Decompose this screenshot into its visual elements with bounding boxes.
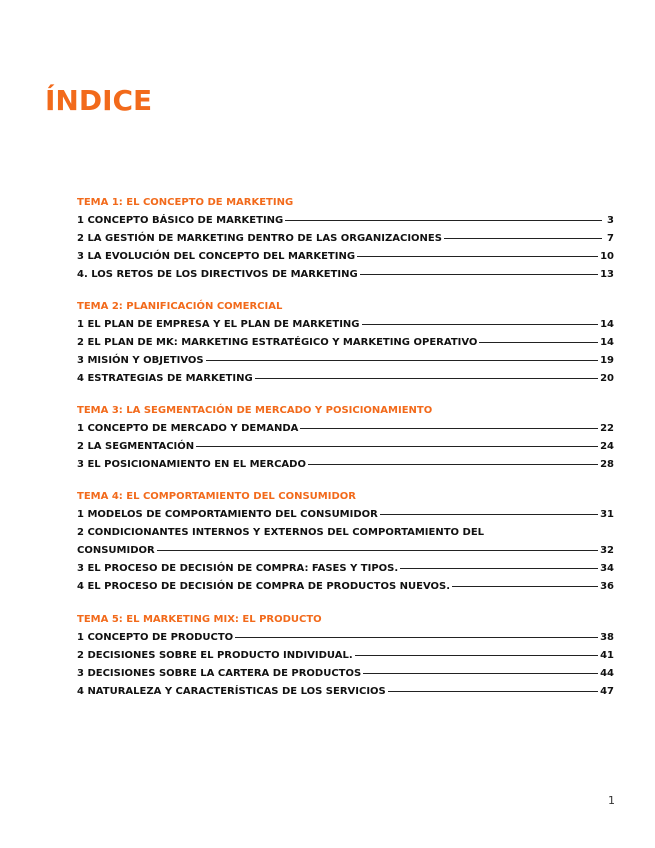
- toc-entry: [77, 212, 614, 230]
- leader-line: [235, 637, 598, 638]
- leader-line: [355, 655, 598, 656]
- toc-entry: [77, 506, 614, 524]
- toc-entry-page: 3: [607, 215, 614, 226]
- page-number: 1: [608, 794, 615, 807]
- toc-entry-text: 4 EL PROCESO DE DECISIÓN DE COMPRA DE PRODUCTOS NUEVOS.: [77, 581, 451, 592]
- toc-entry-text: 3 MISIÓN Y OBJETIVOS: [77, 355, 204, 366]
- toc-entry-page: 31: [600, 509, 614, 520]
- toc-entry-text: 4. LOS RETOS DE LOS DIRECTIVOS DE MARKETING: [77, 269, 358, 280]
- toc-entry: [77, 316, 614, 334]
- toc-entry: [77, 420, 614, 438]
- leader-line: [479, 342, 598, 343]
- toc-entry: [77, 248, 614, 266]
- leader-line: [157, 550, 598, 551]
- leader-line: [357, 256, 598, 257]
- toc-entry: [77, 665, 614, 683]
- section-heading: TEMA 1: EL CONCEPTO DE MARKETING: [77, 197, 294, 208]
- toc-entry: [77, 578, 614, 596]
- toc-entry-text: 4 ESTRATEGIAS DE MARKETING: [77, 373, 253, 384]
- toc-entry-text: 3 LA EVOLUCIÓN DEL CONCEPTO DEL MARKETING: [77, 251, 356, 262]
- toc-entry-page: 22: [600, 423, 614, 434]
- leader-line: [363, 673, 598, 674]
- toc-entry-page: 10: [600, 251, 614, 262]
- toc-entry-text: 4 NATURALEZA Y CARACTERÍSTICAS DE LOS SERVICIOS: [77, 686, 386, 697]
- leader-line: [206, 360, 598, 361]
- toc-entry-text: 1 EL PLAN DE EMPRESA Y EL PLAN DE MARKETING: [77, 319, 360, 330]
- section-heading: TEMA 2: PLANIFICACIÓN COMERCIAL: [77, 301, 283, 312]
- toc-entry: [77, 230, 614, 248]
- leader-line: [255, 378, 598, 379]
- section-heading: TEMA 3: LA SEGMENTACIÓN DE MERCADO Y POSICIONAMIENTO: [77, 405, 433, 416]
- toc-entry-page: 38: [600, 632, 614, 643]
- toc-entry-text: 1 CONCEPTO DE MERCADO Y DEMANDA: [77, 423, 299, 434]
- toc-entry-page: 19: [600, 355, 614, 366]
- toc-entry-text: 2 LA SEGMENTACIÓN: [77, 441, 195, 452]
- toc-entry-text: 2 CONDICIONANTES INTERNOS Y EXTERNOS DEL COMPORTAMIENTO DEL: [77, 527, 485, 538]
- toc-entry-page: 20: [600, 373, 614, 384]
- toc-entry-text: 1 CONCEPTO BÁSICO DE MARKETING: [77, 215, 284, 226]
- toc-entry: [77, 370, 614, 388]
- toc-entry-text: 2 LA GESTIÓN DE MARKETING DENTRO DE LAS ORGANIZACIONES: [77, 233, 442, 244]
- toc-section-tema-4: [77, 488, 614, 596]
- toc-entry-page: 34: [600, 563, 614, 574]
- toc-entry-page: 47: [600, 686, 614, 697]
- toc-entry: [77, 683, 614, 701]
- leader-line: [196, 446, 598, 447]
- toc-entry-page: 14: [600, 319, 614, 330]
- toc-entry-page: 14: [600, 337, 614, 348]
- leader-line: [360, 274, 598, 275]
- toc-entry: [77, 647, 614, 665]
- leader-line: [444, 238, 602, 239]
- toc-entry-page: 24: [600, 441, 614, 452]
- toc-entry-page: 32: [600, 545, 614, 556]
- toc-entry-text: 2 EL PLAN DE MK: MARKETING ESTRATÉGICO Y MARKETING OPERATIVO: [77, 337, 478, 348]
- leader-line: [400, 568, 598, 569]
- toc-entry: [77, 456, 614, 474]
- toc-entry-text: 3 DECISIONES SOBRE LA CARTERA DE PRODUCTOS: [77, 668, 362, 679]
- toc-entry-page: 41: [600, 650, 614, 661]
- toc-entry-page: 36: [600, 581, 614, 592]
- toc-entry-text: 3 EL POSICIONAMIENTO EN EL MERCADO: [77, 459, 306, 470]
- leader-line: [285, 220, 602, 221]
- toc-entry-text: 3 EL PROCESO DE DECISIÓN DE COMPRA: FASES Y TIPOS.: [77, 563, 399, 574]
- section-heading: TEMA 5: EL MARKETING MIX: EL PRODUCTO: [77, 614, 322, 625]
- leader-line: [380, 514, 598, 515]
- toc-entry: [77, 629, 614, 647]
- leader-line: [362, 324, 599, 325]
- toc-entry: [77, 438, 614, 456]
- toc-entry-text-cont: CONSUMIDOR: [77, 545, 155, 556]
- toc-section-tema-5: [77, 611, 614, 701]
- toc-entry: [77, 352, 614, 370]
- toc-entry: [77, 266, 614, 284]
- toc-entry: [77, 560, 614, 578]
- leader-line: [388, 691, 598, 692]
- toc-entry-continuation: [77, 542, 614, 560]
- toc-entry-page: 28: [600, 459, 614, 470]
- page-title: ÍNDICE: [45, 84, 153, 117]
- toc-section-tema-3: [77, 402, 614, 474]
- toc-section-tema-2: [77, 298, 614, 388]
- toc-entry-page: 7: [607, 233, 614, 244]
- toc-entry-text: 1 MODELOS DE COMPORTAMIENTO DEL CONSUMIDOR: [77, 509, 378, 520]
- leader-line: [452, 586, 598, 587]
- leader-line: [308, 464, 598, 465]
- toc-entry-text: 1 CONCEPTO DE PRODUCTO: [77, 632, 234, 643]
- section-heading: TEMA 4: EL COMPORTAMIENTO DEL CONSUMIDOR: [77, 491, 356, 502]
- toc-section-tema-1: [77, 194, 614, 284]
- leader-line: [300, 428, 598, 429]
- toc-entry-page: 13: [600, 269, 614, 280]
- table-of-contents: [77, 194, 614, 715]
- toc-entry-text: 2 DECISIONES SOBRE EL PRODUCTO INDIVIDUAL.: [77, 650, 353, 661]
- toc-entry: [77, 334, 614, 352]
- toc-entry: [77, 524, 614, 560]
- toc-entry-page: 44: [600, 668, 614, 679]
